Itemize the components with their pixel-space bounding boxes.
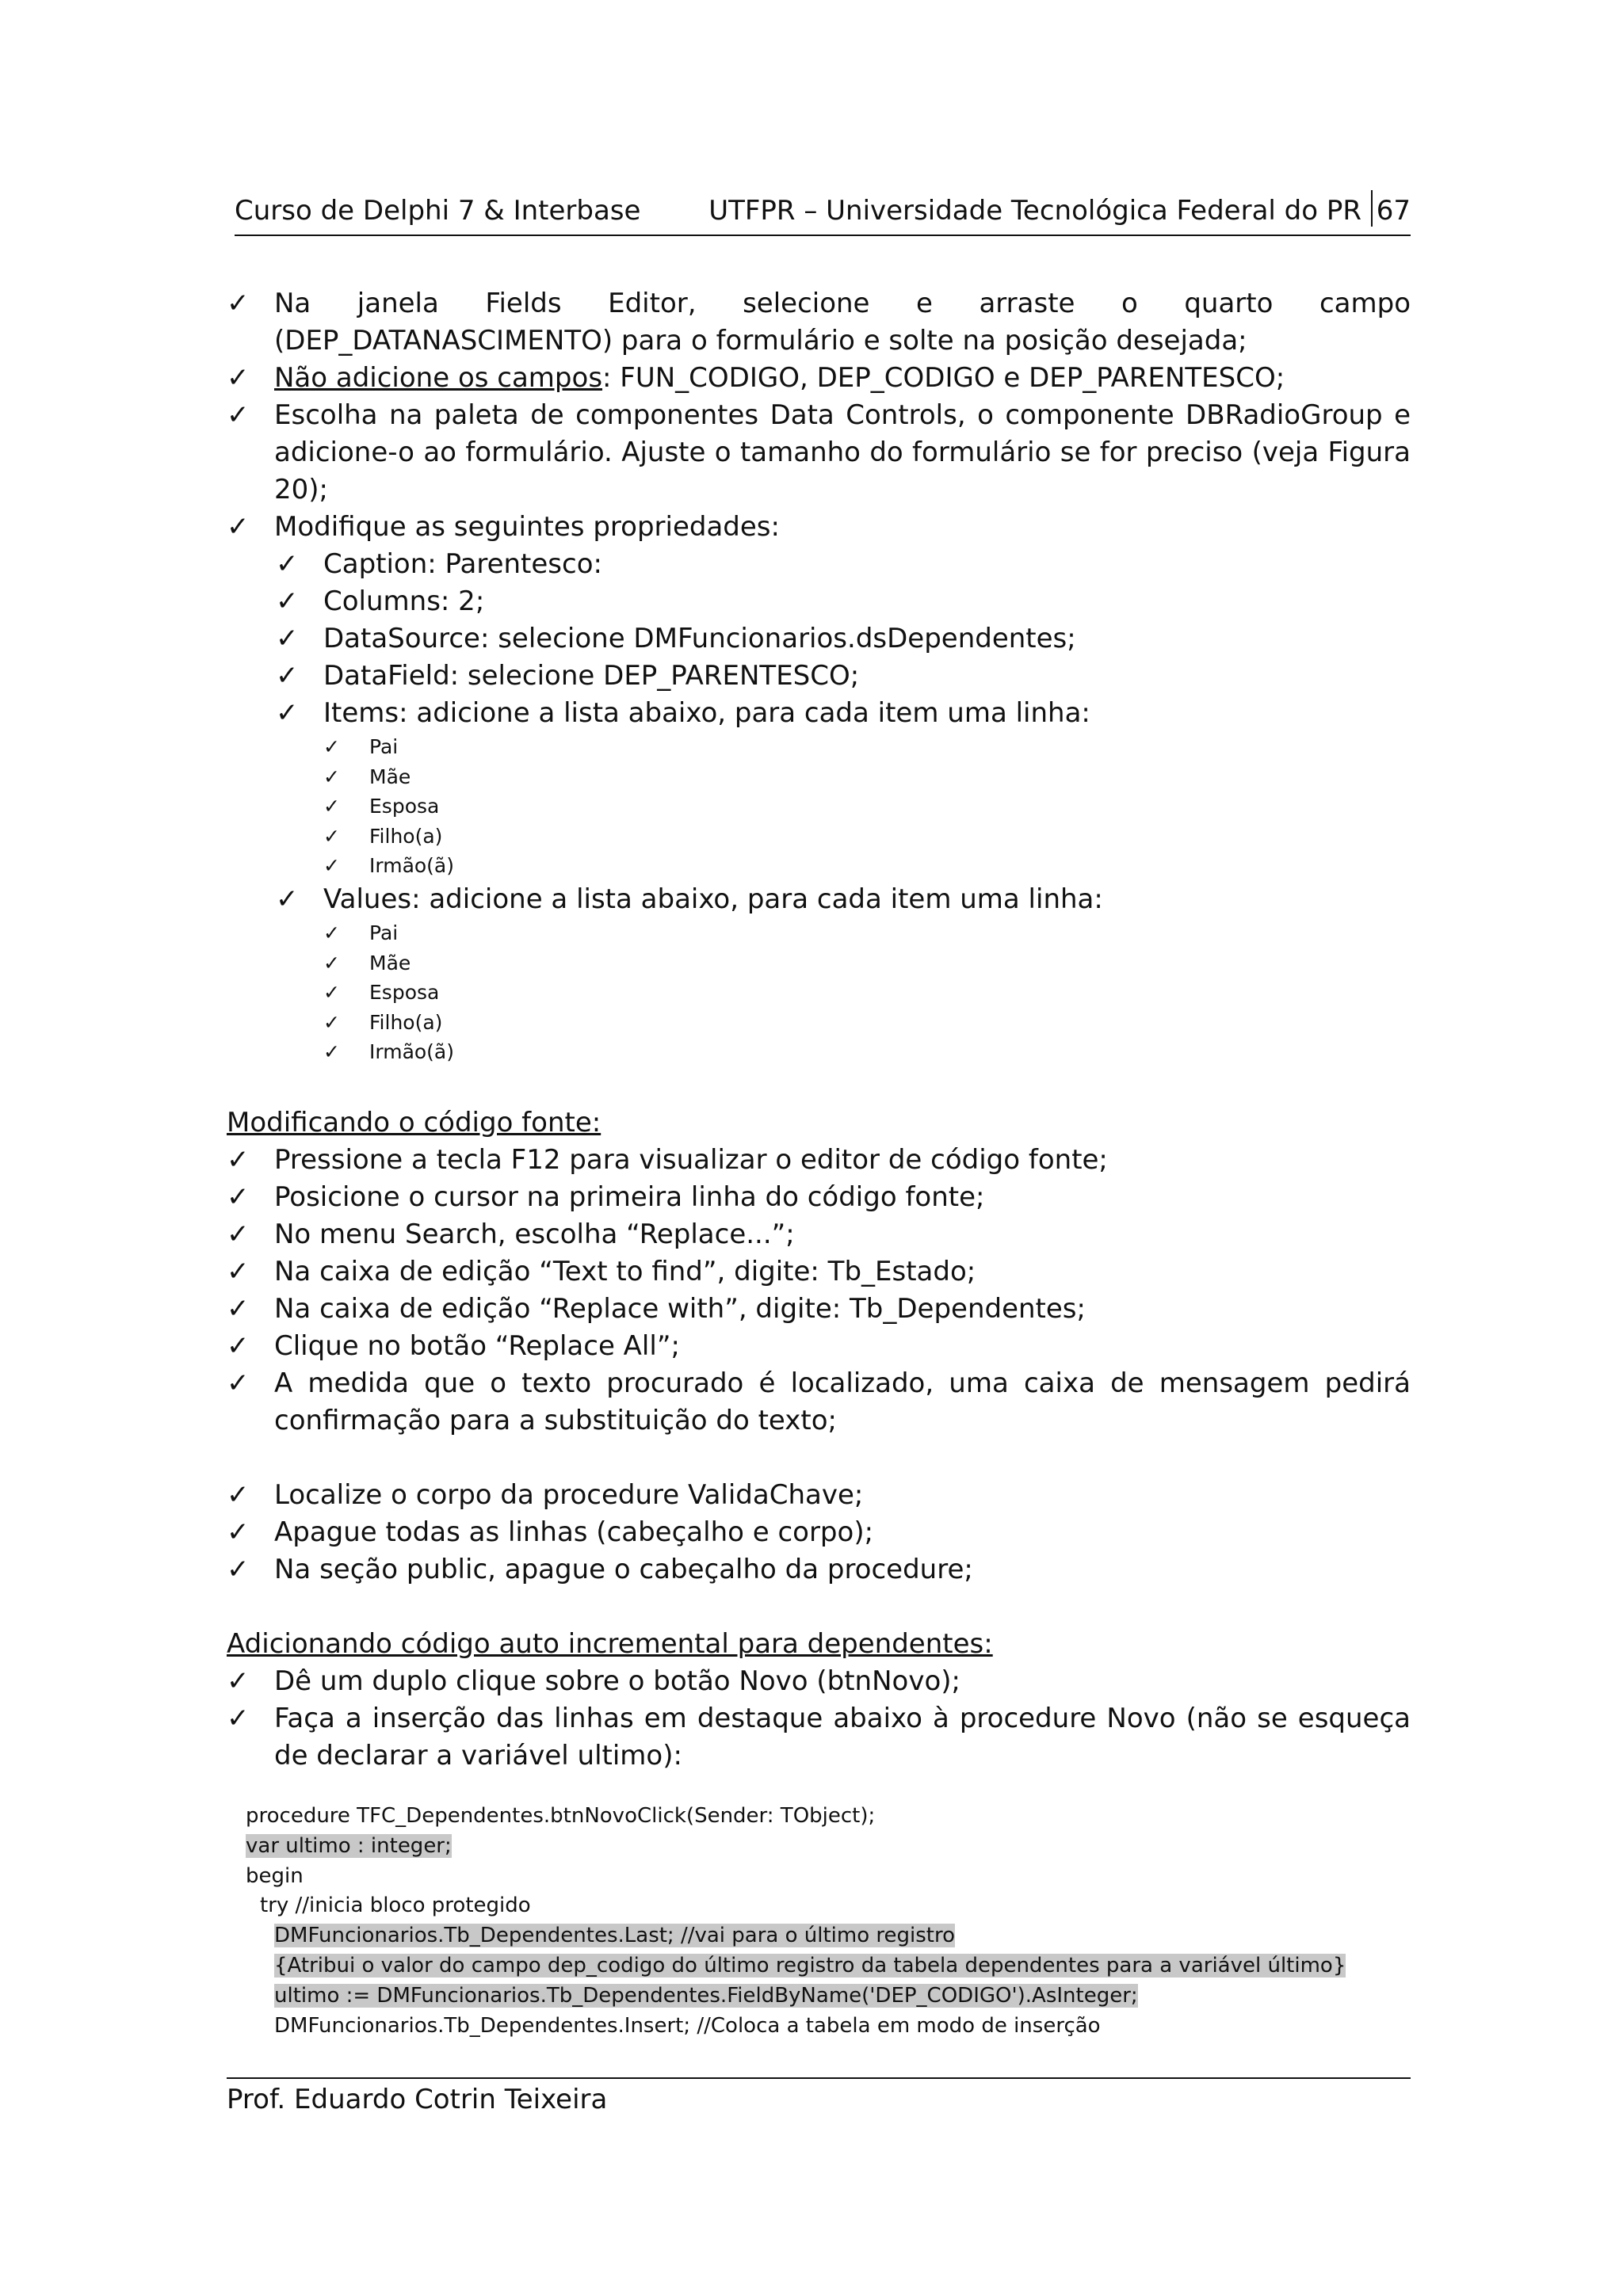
footer-author: Prof. Eduardo Cotrin Teixeira <box>227 2084 608 2115</box>
list-item: ✓ Não adicione os campos: FUN_CODIGO, DEP_CODIGO e DEP_PARENTESCO; <box>227 360 1411 397</box>
check-icon: ✓ <box>323 1010 340 1034</box>
values-entry: ✓ Filho(a) <box>227 1008 1411 1038</box>
check-icon: ✓ <box>323 824 340 848</box>
check-icon: ✓ <box>227 1292 250 1325</box>
list-item: ✓ Posicione o cursor na primeira linha do código fonte; <box>227 1179 1411 1216</box>
check-icon: ✓ <box>227 1665 250 1697</box>
check-icon: ✓ <box>227 362 250 394</box>
check-icon: ✓ <box>323 1040 340 1064</box>
items-entry: ✓ Mãe <box>227 762 1411 792</box>
check-icon: ✓ <box>276 697 299 729</box>
code-line-highlighted: {Atribui o valor do campo dep_codigo do último registro da tabela dependentes para a variável último} <box>274 1953 1346 1978</box>
header-institution: UTFPR – Universidade Tecnológica Federal do PR <box>708 195 1361 227</box>
list-item: ✓ Modifique as seguintes propriedades: <box>227 509 1411 546</box>
check-icon: ✓ <box>227 1255 250 1287</box>
check-icon: ✓ <box>323 854 340 878</box>
check-icon: ✓ <box>323 921 340 944</box>
check-icon: ✓ <box>227 1329 250 1362</box>
items-entry: ✓ Filho(a) <box>227 822 1411 852</box>
code-line-highlighted: var ultimo : integer; <box>246 1833 452 1858</box>
spacer <box>227 1067 1411 1104</box>
check-icon: ✓ <box>323 765 340 788</box>
check-icon: ✓ <box>323 951 340 974</box>
check-icon: ✓ <box>276 548 299 580</box>
property-item: ✓ Caption: Parentesco: <box>227 546 1411 583</box>
check-icon: ✓ <box>227 288 250 319</box>
list-item: ✓ Clique no botão “Replace All”; <box>227 1328 1411 1365</box>
code-line-highlighted: ultimo := DMFuncionarios.Tb_Dependentes.FieldByName('DEP_CODIGO').AsInteger; <box>274 1983 1138 2008</box>
property-item: ✓ DataField: selecione DEP_PARENTESCO; <box>227 658 1411 695</box>
section-title-adicionando: Adicionando código auto incremental para dependentes: <box>227 1627 993 1660</box>
header-rule <box>235 235 1411 236</box>
section-title-modificando: Modificando o código fonte: <box>227 1106 601 1138</box>
check-icon: ✓ <box>276 660 299 692</box>
check-icon: ✓ <box>276 585 299 617</box>
items-entry: ✓ Esposa <box>227 791 1411 822</box>
list-item: ✓ Localize o corpo da procedure ValidaChave; <box>227 1477 1411 1514</box>
list-item: ✓ Apague todas as linhas (cabeçalho e corpo); <box>227 1514 1411 1551</box>
check-icon: ✓ <box>227 1553 250 1585</box>
check-icon: ✓ <box>276 623 299 654</box>
code-line: DMFuncionarios.Tb_Dependentes.Insert; //Coloca a tabela em modo de inserção <box>274 2013 1101 2038</box>
underlined-text: Não adicione os campos <box>274 362 603 394</box>
check-icon: ✓ <box>227 1478 250 1511</box>
check-icon: ✓ <box>227 1516 250 1548</box>
page-header <box>235 195 1411 233</box>
check-icon: ✓ <box>276 883 299 915</box>
check-icon: ✓ <box>227 1143 250 1176</box>
check-icon: ✓ <box>323 795 340 818</box>
list-item: ✓ Na seção public, apague o cabeçalho da procedure; <box>227 1551 1411 1589</box>
spacer <box>227 1440 1411 1477</box>
property-item: ✓ Values: adicione a lista abaixo, para cada item uma linha: <box>227 881 1411 918</box>
check-icon: ✓ <box>227 1180 250 1213</box>
check-icon: ✓ <box>227 1702 250 1734</box>
items-entry: ✓ Pai <box>227 732 1411 762</box>
check-icon: ✓ <box>227 399 250 431</box>
property-item: ✓ Columns: 2; <box>227 583 1411 620</box>
header-separator <box>1371 190 1373 227</box>
list-item: ✓ Dê um duplo clique sobre o botão Novo (btnNovo); <box>227 1663 1411 1700</box>
footer-rule <box>227 2077 1411 2079</box>
header-course-title: Curso de Delphi 7 & Interbase <box>235 195 641 227</box>
property-item: ✓ Items: adicione a lista abaixo, para cada item uma linha: <box>227 695 1411 732</box>
check-icon: ✓ <box>227 511 250 543</box>
list-item: ✓ Escolha na paleta de componentes Data Controls, o componente DBRadioGroup e adicione-o ao formulário. Ajuste o tamanho do formulário se for preciso (veja Figura 20); <box>227 397 1411 509</box>
list-item: ✓ Na caixa de edição “Text to find”, digite: Tb_Estado; <box>227 1253 1411 1291</box>
values-entry: ✓ Irmão(ã) <box>227 1037 1411 1067</box>
list-item: ✓ Faça a inserção das linhas em destaque abaixo à procedure Novo (não se esqueça de declarar a variável ultimo): <box>227 1700 1411 1775</box>
list-item: ✓ Pressione a tecla F12 para visualizar o editor de código fonte; <box>227 1142 1411 1179</box>
property-item: ✓ DataSource: selecione DMFuncionarios.dsDependentes; <box>227 620 1411 658</box>
page-number: 67 <box>1376 195 1411 227</box>
code-block <box>227 1802 1411 2041</box>
code-line-highlighted: DMFuncionarios.Tb_Dependentes.Last; //vai para o último registro <box>274 1924 956 1948</box>
list-item: ✓ Na janela Fields Editor, selecione e arraste o quarto campo (DEP_DATANASCIMENTO) para o formulário e solte na posição desejada; <box>227 285 1411 360</box>
values-entry: ✓ Pai <box>227 918 1411 948</box>
code-line: try //inicia bloco protegido <box>260 1894 531 1918</box>
check-icon: ✓ <box>323 735 340 758</box>
list-item: ✓ A medida que o texto procurado é localizado, uma caixa de mensagem pedirá confirmação para a substituição do texto; <box>227 1365 1411 1440</box>
items-entry: ✓ Irmão(ã) <box>227 851 1411 881</box>
values-entry: ✓ Esposa <box>227 978 1411 1008</box>
page-body <box>227 285 1411 2041</box>
code-line: procedure TFC_Dependentes.btnNovoClick(Sender: TObject); <box>246 1803 876 1828</box>
code-line: begin <box>246 1863 304 1888</box>
spacer <box>227 1589 1411 1626</box>
check-icon: ✓ <box>227 1218 250 1250</box>
list-item: ✓ Na caixa de edição “Replace with”, digite: Tb_Dependentes; <box>227 1291 1411 1328</box>
check-icon: ✓ <box>227 1367 250 1399</box>
list-item: ✓ No menu Search, escolha “Replace...”; <box>227 1216 1411 1253</box>
values-entry: ✓ Mãe <box>227 948 1411 978</box>
check-icon: ✓ <box>323 981 340 1005</box>
